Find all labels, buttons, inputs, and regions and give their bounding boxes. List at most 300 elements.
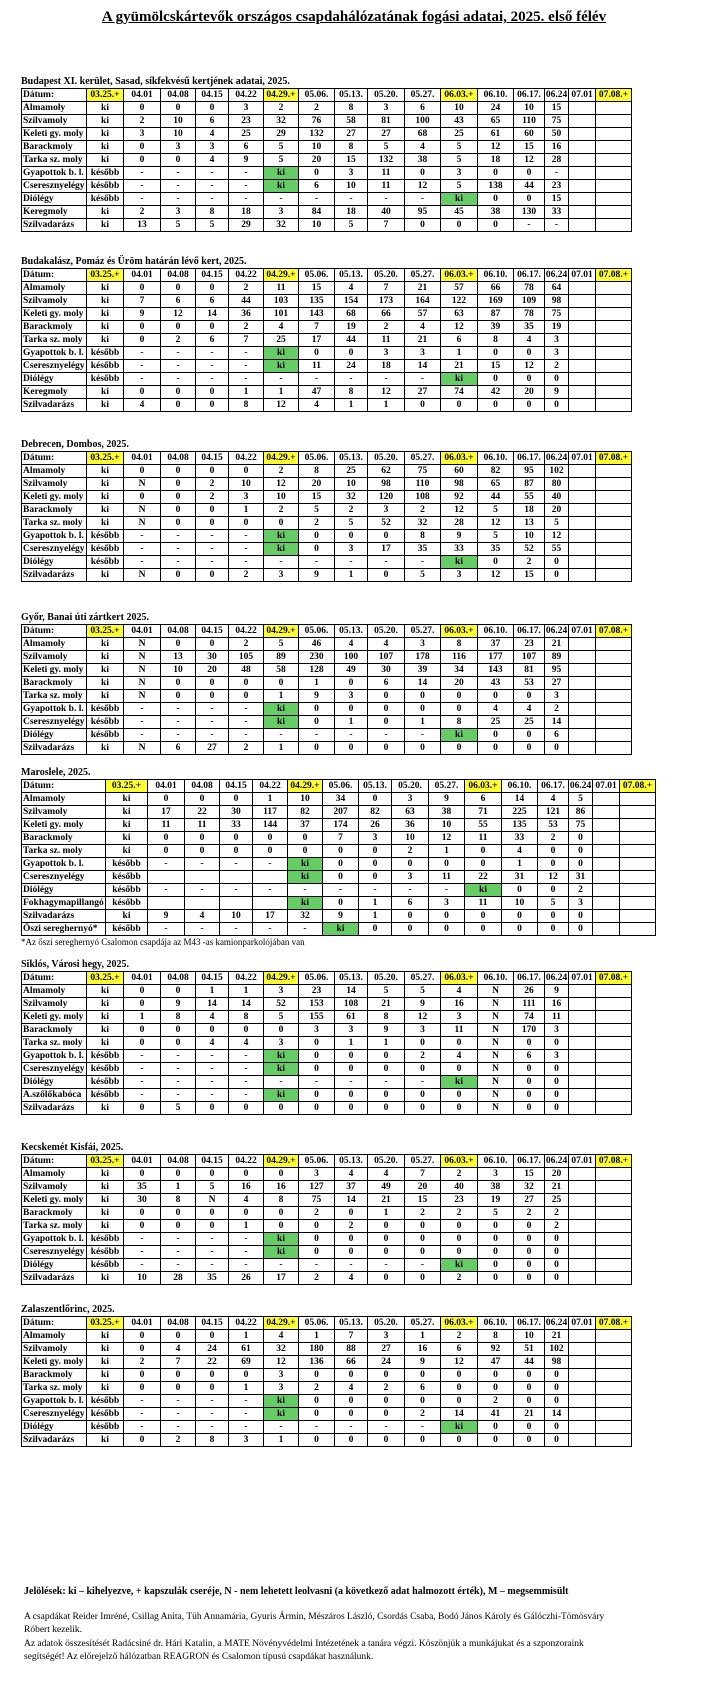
catch-cell: 0 xyxy=(335,1395,368,1408)
catch-cell: 0 xyxy=(323,845,359,858)
catch-cell: 15 xyxy=(545,193,569,206)
date-header-cell: 06.17. xyxy=(514,972,545,985)
catch-cell: 11 xyxy=(368,334,405,347)
catch-cell: 23 xyxy=(545,180,569,193)
catch-cell: ki xyxy=(87,141,124,154)
catch-cell: 4 xyxy=(335,1382,368,1395)
catch-cell: 0 xyxy=(405,690,441,703)
catch-cell: 8 xyxy=(161,1194,196,1207)
catch-cell: 0 xyxy=(514,1220,545,1233)
date-header-cell: 05.13. xyxy=(335,972,368,985)
catch-cell xyxy=(569,1395,596,1408)
catch-cell: 21 xyxy=(405,282,441,295)
catch-cell: 3 xyxy=(368,347,405,360)
catch-cell: 21 xyxy=(405,334,441,347)
table-row xyxy=(22,858,656,871)
catch-cell: ki xyxy=(87,690,124,703)
catch-cell: - xyxy=(335,1421,368,1434)
catch-cell: ki xyxy=(87,1343,124,1356)
table-row xyxy=(22,845,656,858)
catch-cell xyxy=(596,1343,632,1356)
catch-cell: ki xyxy=(106,832,148,845)
catch-cell: 14 xyxy=(545,1408,569,1421)
catch-cell: - xyxy=(288,923,323,936)
catch-cell: 14 xyxy=(545,716,569,729)
catch-cell: 10 xyxy=(429,819,465,832)
catch-cell: 3 xyxy=(441,569,478,582)
catch-cell: 0 xyxy=(514,167,545,180)
catch-cell: 0 xyxy=(545,1421,569,1434)
catch-cell: 9 xyxy=(545,386,569,399)
catch-cell: 37 xyxy=(335,1181,368,1194)
catch-cell: 130 xyxy=(514,206,545,219)
catch-cell: 2 xyxy=(405,1408,441,1421)
date-header-cell: 05.20. xyxy=(368,972,405,985)
catch-cell: 100 xyxy=(405,115,441,128)
catch-cell: 4 xyxy=(538,793,569,806)
table-row xyxy=(22,1220,632,1233)
catch-cell: 0 xyxy=(545,1063,569,1076)
catch-cell: 122 xyxy=(441,295,478,308)
catch-cell: 36 xyxy=(392,819,429,832)
table-row xyxy=(22,102,632,115)
catch-cell: 2 xyxy=(229,742,264,755)
table-row xyxy=(22,1168,632,1181)
catch-cell: 20 xyxy=(545,1168,569,1181)
catch-cell: ki xyxy=(264,1408,299,1421)
catch-cell: - xyxy=(392,884,429,897)
catch-cell: 0 xyxy=(514,1063,545,1076)
catch-cell: 42 xyxy=(478,386,514,399)
catch-cell: 0 xyxy=(124,1330,161,1343)
catch-cell: 16 xyxy=(441,998,478,1011)
catch-cell xyxy=(596,373,632,386)
catch-cell: 39 xyxy=(405,664,441,677)
catch-cell: ki xyxy=(87,1011,124,1024)
catch-cell: 8 xyxy=(196,206,229,219)
catch-cell: 12 xyxy=(514,154,545,167)
pest-name-cell: Almamoly xyxy=(22,793,106,806)
catch-cell: - xyxy=(124,360,161,373)
catch-cell xyxy=(569,1037,596,1050)
catch-cell: 20 xyxy=(441,677,478,690)
catch-cell: 3 xyxy=(335,167,368,180)
catch-cell: 0 xyxy=(478,193,514,206)
date-header-cell: 05.13. xyxy=(335,1317,368,1330)
catch-cell xyxy=(569,1259,596,1272)
table-row xyxy=(22,1330,632,1343)
catch-cell: ki xyxy=(87,1382,124,1395)
catch-cell: 0 xyxy=(441,742,478,755)
catch-cell: 4 xyxy=(196,154,229,167)
catch-cell: 0 xyxy=(299,703,335,716)
catch-cell: később xyxy=(106,897,148,910)
catch-cell: 0 xyxy=(299,1050,335,1063)
catch-cell: 12 xyxy=(264,478,299,491)
date-header-cell: 06.10. xyxy=(478,972,514,985)
table-row xyxy=(22,193,632,206)
catch-cell xyxy=(569,1434,596,1447)
catch-cell: 8 xyxy=(335,102,368,115)
catch-cell: 1 xyxy=(161,1181,196,1194)
catch-cell: 0 xyxy=(359,871,392,884)
catch-cell xyxy=(596,282,632,295)
catch-cell xyxy=(620,832,656,845)
catch-cell: 143 xyxy=(299,308,335,321)
pest-name-cell: Cseresznyelégy xyxy=(23,1064,85,1074)
date-header-cell: 06.17. xyxy=(514,1317,545,1330)
catch-cell: 2 xyxy=(335,504,368,517)
catch-cell: 155 xyxy=(299,1011,335,1024)
table-row xyxy=(22,716,632,729)
catch-cell: 1 xyxy=(229,386,264,399)
catch-cell: 14 xyxy=(335,1194,368,1207)
catch-cell: 0 xyxy=(299,1369,335,1382)
catch-cell: 38 xyxy=(478,1181,514,1194)
date-header-cell: 05.13. xyxy=(335,1155,368,1168)
date-header-cell: 03.25.+ xyxy=(87,625,124,638)
catch-cell: 5 xyxy=(264,154,299,167)
catch-cell: 17 xyxy=(253,910,288,923)
catch-cell: 12 xyxy=(264,399,299,412)
catch-cell: 29 xyxy=(229,219,264,232)
catch-cell: 0 xyxy=(253,845,288,858)
date-header-cell: 07.08.+ xyxy=(596,89,632,102)
catch-cell: 0 xyxy=(514,1233,545,1246)
catch-cell: 89 xyxy=(545,651,569,664)
date-header-cell: 05.13. xyxy=(335,89,368,102)
table-row xyxy=(22,1434,632,1447)
catch-cell: később xyxy=(87,556,124,569)
catch-cell: 33 xyxy=(220,819,253,832)
catch-cell xyxy=(569,1330,596,1343)
catch-cell: 0 xyxy=(161,1168,196,1181)
catch-cell: később xyxy=(87,716,124,729)
pest-name-cell: Cseresznyelégy xyxy=(23,717,85,727)
catch-cell: ki xyxy=(465,884,502,897)
catch-cell xyxy=(596,1050,632,1063)
catch-cell xyxy=(596,1037,632,1050)
table-row xyxy=(22,206,632,219)
catch-cell: 108 xyxy=(335,998,368,1011)
pest-name-cell: Cseresznyelégy xyxy=(23,1247,85,1257)
catch-cell: 6 xyxy=(545,729,569,742)
table-row xyxy=(22,1356,632,1369)
catch-cell: 35 xyxy=(124,1181,161,1194)
catch-cell: ki xyxy=(264,180,299,193)
date-header-cell: 04.08 xyxy=(161,89,196,102)
catch-cell: 30 xyxy=(196,651,229,664)
pest-name-cell: Gyapottok b. l. xyxy=(22,1395,87,1408)
catch-cell: - xyxy=(124,543,161,556)
footer-line-1: A csapdákat Reider Imréné, Csillag Anita, Tüh Annamária, Gyuris Ármin, Mészáros László, Csordás Csaba, Bodó János Károly és Gálóczhi-Tömösváry Róbert kezelik. xyxy=(24,1612,605,1635)
catch-cell: 25 xyxy=(514,716,545,729)
catch-cell: 0 xyxy=(196,1024,229,1037)
catch-cell: később xyxy=(87,1076,124,1089)
catch-cell: - xyxy=(161,360,196,373)
pest-name-cell: Szilvamoly xyxy=(22,115,87,128)
data-table xyxy=(21,779,656,936)
catch-cell: 0 xyxy=(196,677,229,690)
pest-name-cell: Keleti gy. moly xyxy=(22,1356,87,1369)
catch-cell xyxy=(596,543,632,556)
catch-cell: 173 xyxy=(368,295,405,308)
catch-cell xyxy=(593,832,620,845)
catch-cell: 5 xyxy=(196,1181,229,1194)
pest-name-cell: Tarka sz. moly xyxy=(22,154,87,167)
table-row xyxy=(22,128,632,141)
catch-cell: 153 xyxy=(299,998,335,1011)
catch-cell: 0 xyxy=(161,517,196,530)
catch-cell xyxy=(620,793,656,806)
catch-cell: 0 xyxy=(368,1434,405,1447)
catch-cell: N xyxy=(478,985,514,998)
catch-cell: - xyxy=(229,167,264,180)
catch-cell xyxy=(220,897,253,910)
catch-cell: 95 xyxy=(514,465,545,478)
catch-cell: 28 xyxy=(545,154,569,167)
catch-cell: 0 xyxy=(545,1233,569,1246)
catch-cell: 17 xyxy=(368,543,405,556)
catch-cell: 20 xyxy=(514,386,545,399)
date-header-cell: 05.27. xyxy=(429,780,465,793)
catch-cell: később xyxy=(87,729,124,742)
catch-cell: 0 xyxy=(465,845,502,858)
pest-name-cell: Tarka sz. moly xyxy=(22,1220,87,1233)
pest-name-cell: Almamoly xyxy=(22,1330,87,1343)
catch-cell: 15 xyxy=(299,282,335,295)
date-header-cell: 05.20. xyxy=(368,1155,405,1168)
catch-cell xyxy=(569,154,596,167)
table-row xyxy=(22,1421,632,1434)
catch-cell: 7 xyxy=(161,1356,196,1369)
catch-cell: - xyxy=(335,373,368,386)
pest-name-cell: Keleti gy. moly xyxy=(22,1194,87,1207)
catch-cell xyxy=(569,1233,596,1246)
catch-cell: 3 xyxy=(299,1168,335,1181)
catch-cell: 8 xyxy=(335,386,368,399)
section xyxy=(21,74,632,232)
catch-cell: 8 xyxy=(478,334,514,347)
catch-cell: 1 xyxy=(405,1330,441,1343)
catch-cell: 0 xyxy=(161,386,196,399)
catch-cell: N xyxy=(124,742,161,755)
catch-cell xyxy=(596,141,632,154)
catch-cell: 21 xyxy=(441,360,478,373)
catch-cell: 3 xyxy=(299,1024,335,1037)
catch-cell xyxy=(569,128,596,141)
catch-cell: 32 xyxy=(288,910,323,923)
catch-cell: 0 xyxy=(335,677,368,690)
catch-cell xyxy=(596,478,632,491)
catch-cell: 1 xyxy=(253,793,288,806)
catch-cell: 0 xyxy=(161,1220,196,1233)
catch-cell xyxy=(593,884,620,897)
catch-cell: 0 xyxy=(323,897,359,910)
catch-cell: - xyxy=(335,1259,368,1272)
catch-cell: 1 xyxy=(124,1011,161,1024)
pest-name-cell: Gyapottok b. l. xyxy=(22,1050,87,1063)
table-row xyxy=(22,884,656,897)
catch-cell: 32 xyxy=(264,1343,299,1356)
catch-cell: 0 xyxy=(299,167,335,180)
section-title: Debrecen, Dombos, 2025. xyxy=(21,439,129,450)
catch-cell: - xyxy=(161,347,196,360)
catch-cell: 2 xyxy=(264,465,299,478)
catch-cell: 21 xyxy=(545,638,569,651)
catch-cell: 0 xyxy=(299,1102,335,1115)
catch-cell: 0 xyxy=(405,1434,441,1447)
catch-cell xyxy=(569,690,596,703)
catch-cell: 0 xyxy=(161,1330,196,1343)
catch-cell: - xyxy=(161,716,196,729)
catch-cell: 120 xyxy=(368,491,405,504)
catch-cell: - xyxy=(161,180,196,193)
date-header-cell: 05.13. xyxy=(335,625,368,638)
date-header-label: Dátum: xyxy=(22,269,87,282)
catch-cell: 0 xyxy=(335,1233,368,1246)
catch-cell xyxy=(596,1011,632,1024)
catch-cell: 14 xyxy=(405,360,441,373)
section-title: Kecskemét Kisfái, 2025. xyxy=(21,1142,124,1153)
catch-cell xyxy=(620,806,656,819)
catch-cell: ki xyxy=(87,1434,124,1447)
catch-cell: 0 xyxy=(368,742,405,755)
table-row xyxy=(22,1343,632,1356)
catch-cell: 4 xyxy=(405,141,441,154)
catch-cell: 55 xyxy=(465,819,502,832)
catch-cell: 60 xyxy=(441,465,478,478)
catch-cell: 0 xyxy=(545,373,569,386)
catch-cell: 0 xyxy=(569,858,593,871)
catch-cell: - xyxy=(124,716,161,729)
date-header-cell: 07.08.+ xyxy=(620,780,656,793)
pest-name-cell: Diólégy xyxy=(22,373,87,386)
catch-cell: ki xyxy=(87,638,124,651)
catch-cell: ki xyxy=(87,386,124,399)
catch-cell xyxy=(596,295,632,308)
catch-cell: 0 xyxy=(465,910,502,923)
catch-cell: 0 xyxy=(478,1272,514,1285)
catch-cell: 0 xyxy=(368,1408,405,1421)
catch-cell xyxy=(569,478,596,491)
catch-cell: 14 xyxy=(335,985,368,998)
pest-name-cell: Szilvadarázs xyxy=(22,569,87,582)
catch-cell: 78 xyxy=(514,308,545,321)
catch-cell: 6 xyxy=(368,677,405,690)
catch-cell: 0 xyxy=(124,1168,161,1181)
catch-cell: 27 xyxy=(335,128,368,141)
catch-cell: 0 xyxy=(441,703,478,716)
catch-cell: 0 xyxy=(196,321,229,334)
catch-cell: 3 xyxy=(368,504,405,517)
catch-cell: 0 xyxy=(514,1272,545,1285)
date-header-label: Dátum: xyxy=(22,625,87,638)
catch-cell: 74 xyxy=(514,1011,545,1024)
catch-cell: 17 xyxy=(299,334,335,347)
catch-cell: 30 xyxy=(368,664,405,677)
catch-cell: - xyxy=(229,1421,264,1434)
catch-cell: - xyxy=(368,1259,405,1272)
pest-name-cell: Barackmoly xyxy=(22,677,87,690)
catch-cell: 80 xyxy=(545,478,569,491)
catch-cell: - xyxy=(124,1233,161,1246)
date-header-label: Dátum: xyxy=(22,1317,87,1330)
catch-cell: 5 xyxy=(405,985,441,998)
date-header-cell: 05.06. xyxy=(299,972,335,985)
catch-cell: 66 xyxy=(478,282,514,295)
catch-cell: - xyxy=(148,884,185,897)
catch-cell: 1 xyxy=(335,716,368,729)
catch-cell: 15 xyxy=(514,141,545,154)
catch-cell: 3 xyxy=(545,690,569,703)
table-row xyxy=(22,1259,632,1272)
catch-cell: 3 xyxy=(545,347,569,360)
catch-cell: később xyxy=(87,167,124,180)
catch-cell: 50 xyxy=(545,128,569,141)
catch-cell: 0 xyxy=(441,1246,478,1259)
catch-cell: 0 xyxy=(124,491,161,504)
catch-cell: - xyxy=(148,923,185,936)
catch-cell: 52 xyxy=(264,998,299,1011)
catch-cell: ki xyxy=(441,729,478,742)
catch-cell: 32 xyxy=(405,517,441,530)
catch-cell: 0 xyxy=(148,845,185,858)
catch-cell: - xyxy=(124,1076,161,1089)
table-row xyxy=(22,1011,632,1024)
catch-cell: ki xyxy=(87,206,124,219)
date-header-cell: 04.22 xyxy=(229,1317,264,1330)
catch-cell: ki xyxy=(87,308,124,321)
catch-cell: 46 xyxy=(299,638,335,651)
catch-cell: - xyxy=(299,373,335,386)
catch-cell: 61 xyxy=(478,128,514,141)
catch-cell: 2 xyxy=(545,703,569,716)
date-header-cell: 06.10. xyxy=(478,452,514,465)
catch-cell xyxy=(596,167,632,180)
catch-cell xyxy=(569,1421,596,1434)
catch-cell: 0 xyxy=(124,1343,161,1356)
catch-cell: ki xyxy=(264,1063,299,1076)
catch-cell xyxy=(569,1050,596,1063)
catch-cell: 2 xyxy=(229,282,264,295)
catch-cell: 38 xyxy=(405,154,441,167)
catch-cell: 0 xyxy=(538,910,569,923)
pest-name-cell: Almamoly xyxy=(22,638,87,651)
catch-cell: 0 xyxy=(196,1369,229,1382)
catch-cell: 69 xyxy=(229,1356,264,1369)
catch-cell: 20 xyxy=(299,154,335,167)
catch-cell: 4 xyxy=(264,1330,299,1343)
catch-cell: 0 xyxy=(196,690,229,703)
catch-cell: 10 xyxy=(161,664,196,677)
catch-cell xyxy=(596,1369,632,1382)
catch-cell: 15 xyxy=(545,102,569,115)
catch-cell: - xyxy=(335,729,368,742)
catch-cell: 3 xyxy=(161,141,196,154)
pest-name-cell: Szilvadarázs xyxy=(22,1102,87,1115)
catch-cell: 169 xyxy=(478,295,514,308)
catch-cell: 0 xyxy=(161,1382,196,1395)
date-header-cell: 04.29.+ xyxy=(264,1317,299,1330)
catch-cell: 0 xyxy=(441,219,478,232)
catch-cell: 20 xyxy=(196,664,229,677)
catch-cell: 23 xyxy=(441,1194,478,1207)
catch-cell: 49 xyxy=(368,1181,405,1194)
catch-cell: 0 xyxy=(124,102,161,115)
catch-cell: ki xyxy=(87,321,124,334)
catch-cell: 40 xyxy=(368,206,405,219)
